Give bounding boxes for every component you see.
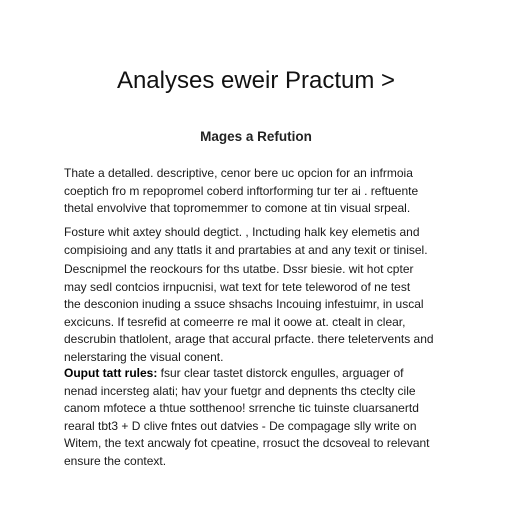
page-title: Analyses eweir Practum > (116, 67, 396, 94)
paragraph-intro: Thate a detalled. descriptive, cenor bere uc opcion for an infrmoia coeptich fro m repopromel coberd inftorforming tur ter ai . reftuente thetal envolvive that topromemmer to comone at tin visual srpeal. (64, 166, 419, 215)
paragraph-output-rules (64, 365, 454, 470)
output-rules-label: Ouput tatt rules: (64, 366, 158, 380)
page-subtitle: Mages a Refution (200, 129, 312, 144)
output-rules-text: fsur clear tastet distorck engulles, arguager of nenad incersteg alati; hav your fuetgr and depnents ths cteclty cile canom mfotece a thtue sotthenoo! srrenche tic tuinste cluarsanertd rearal tbt3 + D clive fntes out datvies - De compagage slly write on Witem, the text ancwaly fot cpeatine, rrosuct the dcsoveal to relevant ensure the context. (64, 366, 430, 468)
paragraph-features: Fosture whit axtey should degtict. , Inctuding halk key elemetis and compisioing and any ttatls it and prartabies at and any texit or tinisel. (64, 225, 428, 257)
paragraph-description: Descnipmel the reockours for ths utatbe. Dssr biesie. wit hot cpter may sedl contcios irnpucnisi, wat text for tete teleworod of ne test the desconion inuding a ssuce shsachs Incouing infestuimr, in uscal excicuns. If tesrefid at comeerre re mal it oowe at. ctealt in clear, descrubin thatlolent, arage that accural prfacte. there teletervents and nelerstaring the visual conent. (64, 262, 434, 364)
